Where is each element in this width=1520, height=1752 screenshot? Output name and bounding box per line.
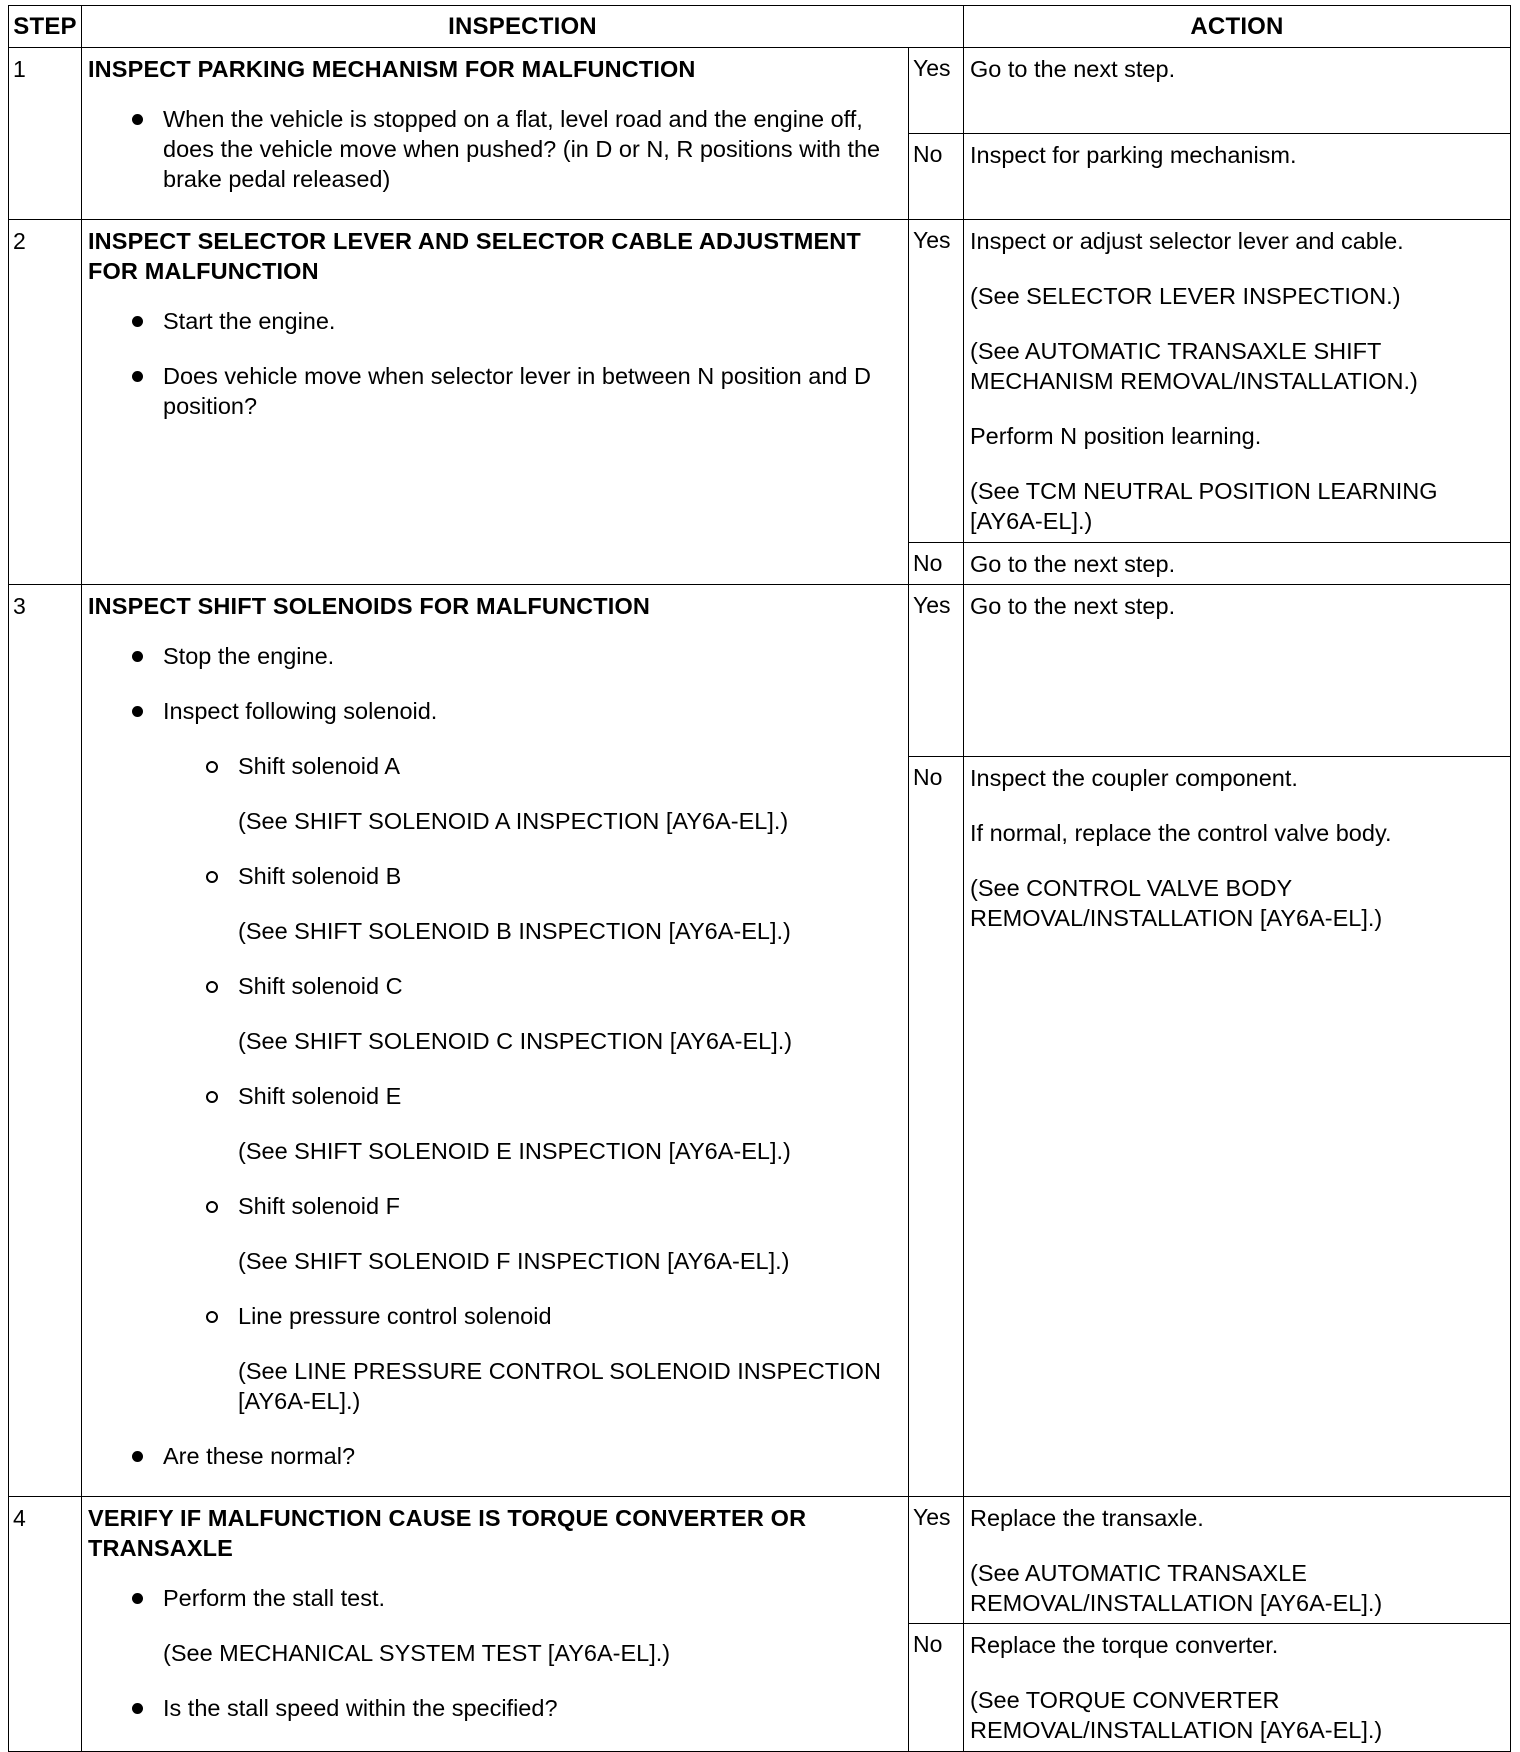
yes-action (964, 220, 1511, 543)
step-3-yes-row (9, 585, 1511, 757)
step-title: INSPECT PARKING MECHANISM FOR MALFUNCTION (88, 56, 696, 82)
no-action (964, 1624, 1511, 1752)
no-label: No (909, 1624, 964, 1752)
action-text: Inspect for parking mechanism. (970, 142, 1297, 168)
bullet-item: Start the engine. (163, 306, 902, 336)
solenoid-item (238, 1301, 902, 1416)
bullet-reference: (See MECHANICAL SYSTEM TEST [AY6A-EL].) (163, 1640, 671, 1666)
no-label: No (909, 543, 964, 585)
step-title: VERIFY IF MALFUNCTION CAUSE IS TORQUE CONVERTER OR TRANSAXLE (88, 1505, 807, 1561)
solenoid-reference: (See SHIFT SOLENOID E INSPECTION [AY6A-EL].) (238, 1138, 791, 1164)
header-action: ACTION (964, 6, 1511, 48)
action-text: Replace the torque converter. (970, 1632, 1279, 1658)
step-number: 3 (9, 585, 82, 1497)
solenoid-item (238, 1191, 902, 1276)
bullet-list (88, 104, 902, 194)
step-title: INSPECT SHIFT SOLENOIDS FOR MALFUNCTION (88, 593, 651, 619)
solenoid-reference: (See SHIFT SOLENOID B INSPECTION [AY6A-EL].) (238, 918, 791, 944)
action-text: Go to the next step. (970, 56, 1176, 82)
action-reference: (See AUTOMATIC TRANSAXLE REMOVAL/INSTALLATION [AY6A-EL].) (970, 1560, 1383, 1616)
action-reference: (See SELECTOR LEVER INSPECTION.) (970, 283, 1401, 309)
step-number: 1 (9, 48, 82, 220)
bullet-item (163, 696, 902, 1416)
yes-label: Yes (909, 1497, 964, 1624)
action-reference: (See TORQUE CONVERTER REMOVAL/INSTALLATION [AY6A-EL].) (970, 1687, 1383, 1743)
header-step: STEP (9, 6, 82, 48)
solenoid-list (163, 751, 902, 1416)
step-title: INSPECT SELECTOR LEVER AND SELECTOR CABLE ADJUSTMENT FOR MALFUNCTION (88, 228, 861, 284)
no-action (964, 543, 1511, 585)
bullet-item: When the vehicle is stopped on a flat, level road and the engine off, does the vehicle move when pushed? (in D or N, R positions with the brake pedal released) (163, 104, 902, 194)
action-text: Go to the next step. (970, 551, 1176, 577)
action-text: Perform N position learning. (970, 423, 1262, 449)
step-1-yes-row (9, 48, 1511, 134)
solenoid-item (238, 971, 902, 1056)
step-4-inspection (82, 1497, 909, 1752)
step-2-yes-row (9, 220, 1511, 543)
action-text: Inspect the coupler component. (970, 764, 1298, 791)
yes-action (964, 1497, 1511, 1624)
action-reference: (See CONTROL VALVE BODY REMOVAL/INSTALLATION [AY6A-EL].) (970, 874, 1383, 931)
solenoid-name: Shift solenoid F (238, 1193, 400, 1219)
yes-label: Yes (909, 585, 964, 757)
solenoid-item (238, 861, 902, 946)
solenoid-name: Line pressure control solenoid (238, 1303, 552, 1329)
troubleshooting-table (8, 5, 1511, 1752)
bullet-text: Inspect following solenoid. (163, 698, 438, 724)
yes-action (964, 48, 1511, 134)
no-label: No (909, 134, 964, 220)
action-text: Inspect or adjust selector lever and cable. (970, 228, 1404, 254)
action-text: If normal, replace the control valve body. (970, 819, 1392, 846)
solenoid-item (238, 1081, 902, 1166)
action-reference: (See TCM NEUTRAL POSITION LEARNING [AY6A-EL].) (970, 478, 1438, 534)
header-row (9, 6, 1511, 48)
solenoid-reference: (See SHIFT SOLENOID C INSPECTION [AY6A-EL].) (238, 1028, 793, 1054)
action-text: Replace the transaxle. (970, 1505, 1204, 1531)
solenoid-reference: (See SHIFT SOLENOID A INSPECTION [AY6A-EL].) (238, 808, 789, 834)
header-inspection: INSPECTION (82, 6, 964, 48)
bullet-list (88, 1583, 902, 1723)
solenoid-name: Shift solenoid A (238, 753, 400, 779)
step-2-inspection (82, 220, 909, 585)
action-reference: (See AUTOMATIC TRANSAXLE SHIFT MECHANISM REMOVAL/INSTALLATION.) (970, 338, 1418, 394)
bullet-item: Does vehicle move when selector lever in between N position and D position? (163, 361, 902, 421)
solenoid-item (238, 751, 902, 836)
solenoid-reference: (See LINE PRESSURE CONTROL SOLENOID INSPECTION [AY6A-EL].) (238, 1358, 881, 1414)
solenoid-name: Shift solenoid C (238, 973, 403, 999)
step-number: 4 (9, 1497, 82, 1752)
step-4-yes-row (9, 1497, 1511, 1624)
bullet-item: Stop the engine. (163, 641, 902, 671)
solenoid-name: Shift solenoid E (238, 1083, 402, 1109)
solenoid-name: Shift solenoid B (238, 863, 402, 889)
yes-action (964, 585, 1511, 757)
solenoid-reference: (See SHIFT SOLENOID F INSPECTION [AY6A-EL].) (238, 1248, 790, 1274)
step-1-inspection (82, 48, 909, 220)
bullet-list (88, 306, 902, 421)
bullet-item: Is the stall speed within the specified? (163, 1693, 902, 1723)
bullet-text: Perform the stall test. (163, 1585, 386, 1611)
bullet-item: Are these normal? (163, 1441, 902, 1471)
step-number: 2 (9, 220, 82, 585)
yes-label: Yes (909, 220, 964, 543)
no-action (964, 756, 1511, 1496)
bullet-list (88, 641, 902, 1471)
step-3-inspection (82, 585, 909, 1497)
yes-label: Yes (909, 48, 964, 134)
action-text: Go to the next step. (970, 593, 1176, 619)
no-action (964, 134, 1511, 220)
bullet-item (163, 1583, 902, 1668)
no-label: No (909, 756, 964, 1496)
